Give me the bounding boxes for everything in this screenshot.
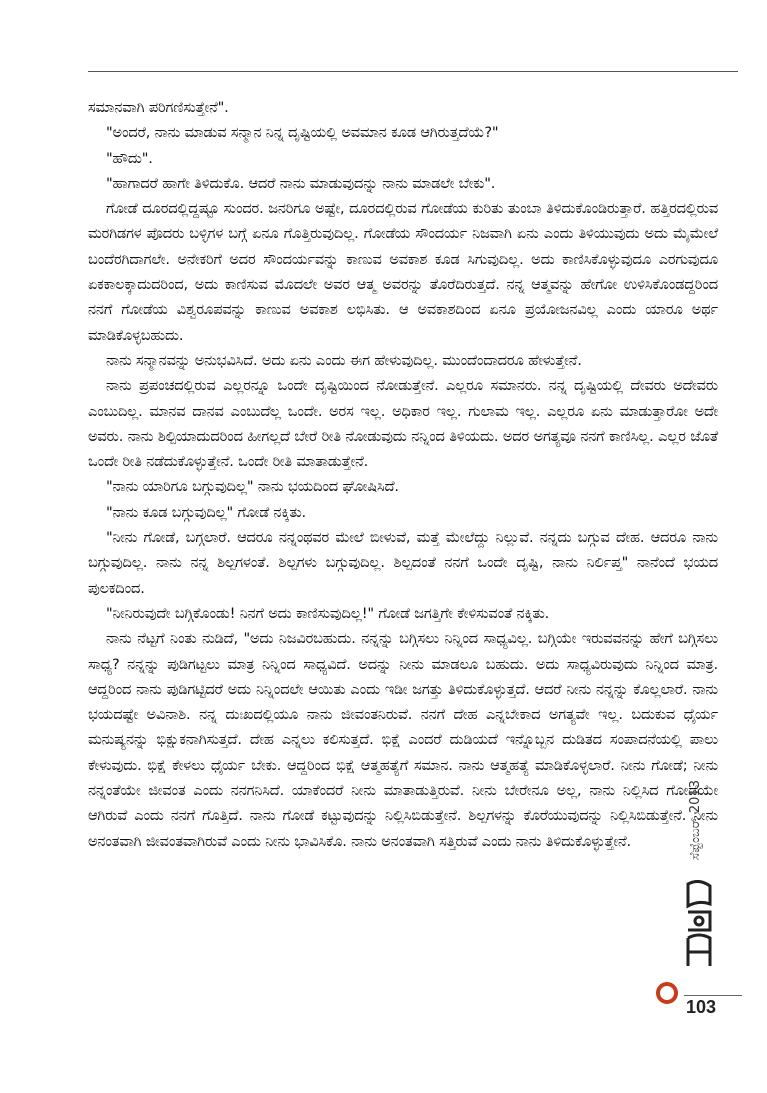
- paragraph: ಗೋಡೆ ದೂರದಲ್ಲಿದ್ದಷ್ಟೂ ಸುಂದರ. ಜನರಿಗೂ ಅಷ್ಟೇ, ದೂರದಲ್ಲಿರುವ ಗೋಡೆಯ ಕುರಿತು ತುಂಬಾ ತಿಳಿದುಕೊಂಡಿರುತ್ತಾರೆ. ಹತ್ತಿರದಲ್ಲಿರುವ ಮರಗಿಡಗಳ ಪೊದರು ಬಳ್ಳಿಗಳ ಬಗ್ಗೆ ಏನೂ ಗೊತ್ತಿರುವುದಿಲ್ಲ. ಗೋಡೆಯ ಸೌಂದರ್ಯ ನಿಜವಾಗಿ ಏನು ಎಂದು ತಿಳಿಯುವುದು ಅದು ಮೈಮೇಲೆ ಬಂದೆರಗಿದಾಗಲೇ. ಅನೇಕರಿಗೆ ಅದರ ಸೌಂದರ್ಯವನ್ನು ಕಾಣುವ ಅವಕಾಶ ಕೂಡ ಸಿಗುವುದಿಲ್ಲ. ಅದು ಕಾಣಿಸಿಕೊಳ್ಳುವುದೂ ಎರಗುವುದೂ ಏಕಕಾಲಕ್ಕಾದುದರಿಂದ, ಅದು ಕಾಣಿಸುವ ಮೊದಲೇ ಅವರ ಆತ್ಮ ಅವರನ್ನು ತೊರೆದಿರುತ್ತದೆ. ನನ್ನ ಆತ್ಮವನ್ನು ಹೇಗೋ ಉಳಿಸಿಕೊಂಡದ್ದರಿಂದ ನನಗೆ ಗೋಡೆಯ ವಿಶ್ವರೂಪವನ್ನು ಕಾಣುವ ಅವಕಾಶ ಲಭಿಸಿತು. ಆ ಅವಕಾಶದಿಂದ ಏನೂ ಪ್ರಯೋಜನವಿಲ್ಲ ಎಂದು ಯಾರೂ ಅರ್ಥ ಮಾಡಿಕೊಳ್ಳಬಹುದು.: [88, 200, 718, 344]
- footer-rule: [684, 995, 742, 996]
- ring-bullet-icon: [656, 982, 678, 1004]
- paragraph: "ನಾನು ಯಾರಿಗೂ ಬಗ್ಗುವುದಿಲ್ಲ" ನಾನು ಭಯದಿಂದ ಘೋಷಿಸಿದೆ.: [106, 478, 399, 496]
- page-number: 103: [686, 997, 717, 1017]
- paragraph: ನಾನು ನೆಟ್ಟಗೆ ನಿಂತು ನುಡಿದೆ, "ಅದು ನಿಜವಿರಬಹುದು. ನನ್ನನ್ನು ಬಗ್ಗಿಸಲು ನಿನ್ನಿಂದ ಸಾಧ್ಯವಿಲ್ಲ. ಬಗ್ಗಿಯೇ ಇರುವವನನ್ನು ಹೇಗೆ ಬಗ್ಗಿಸಲು ಸಾಧ್ಯ? ನನ್ನನ್ನು ಪುಡಿಗಟ್ಟಲು ಮಾತ್ರ ನಿನ್ನಿಂದ ಸಾಧ್ಯವಿದೆ. ಅದನ್ನು ನೀನು ಮಾಡಲೂ ಬಹುದು. ಅದು ಸಾಧ್ಯವಿರುವುದು ನಿನ್ನಿಂದ ಮಾತ್ರ. ಆದ್ದರಿಂದ ನಾನು ಪುಡಿಗಟ್ಟಿದರೆ ಅದು ನಿನ್ನಿಂದಲೇ ಆಯಿತು ಎಂದು ಇಡೀ ಜಗತ್ತು ತಿಳಿದುಕೊಳ್ಳುತ್ತದೆ. ಆದರೆ ನೀನು ನನ್ನನ್ನು ಕೊಲ್ಲಲಾರೆ. ನಾನು ಭಯದಷ್ಟೇ ಅವಿನಾಶಿ. ನನ್ನ ದುಃಖದಲ್ಲಿಯೂ ನಾನು ಜೀವಂತನಿರುವೆ. ನನಗೆ ದೇಹ ಎನ್ನಬೇಕಾದ ಅಗತ್ಯವೇ ಇಲ್ಲ. ಬದುಕುವ ಧೈರ್ಯ ಮನುಷ್ಯನನ್ನು ಭಿಕ್ಷುಕನಾಗಿಸುತ್ತದೆ. ದೇಹ ಎನ್ನಲು ಕಲಿಸುತ್ತದೆ. ಭಿಕ್ಷೆ ಎಂದರೆ ದುಡಿಯದೆ ಇನ್ನೊಬ್ಬನ ದುಡಿತದ ಸಂಪಾದನೆಯಲ್ಲಿ ಪಾಲು ಕೇಳುವುದು. ಭಿಕ್ಷೆ ಕೇಳಲು ಧೈರ್ಯ ಬೇಕು. ಆದ್ದರಿಂದ ಭಿಕ್ಷೆ ಆತ್ಮಹತ್ಯೆಗೆ ಸಮಾನ. ನಾನು ಆತ್ಮಹತ್ಯೆ ಮಾಡಿಕೊಳ್ಳಲಾರೆ. ನೀನು ಗೋಡೆ; ನೀನು ನನ್ನಂತೆಯೇ ಜೀವಂತ ಎಂದು ನನಗನಿಸಿದೆ. ಯಾಕೆಂದರೆ ನೀನು ಮಾತಾಡುತ್ತಿರುವೆ. ನೀನು ಬೇರೇನೂ ಅಲ್ಲ, ನಾನು ನಿಲ್ಲಿಸಿದ ಗೋಡೆಯೇ ಆಗಿರುವೆ ಎಂದು ನನಗೆ ಗೊತ್ತಿದೆ. ನಾನು ಗೋಡೆ ಕಟ್ಟುವುದನ್ನು ನಿಲ್ಲಿಸಿಬಿಡುತ್ತೇನೆ. ಶಿಲ್ಪಗಳನ್ನು ಕೊರೆಯುವುದನ್ನು ನಿಲ್ಲಿಸಿಬಿಡುತ್ತೇನೆ. ನೀನು ಅನಂತವಾಗಿ ಜೀವಂತವಾಗಿರುವೆ ಎಂದು ನೀನು ಭಾವಿಸಿಕೊ. ನಾನು ಅನಂತವಾಗಿ ಸತ್ತಿರುವೆ ಎಂದು ನಾನು ತಿಳಿದುಕೊಳ್ಳುತ್ತೇನೆ.: [88, 630, 718, 850]
- paragraph: "ನೀನಿರುವುದೇ ಬಗ್ಗಿಕೊಂಡು! ನಿನಗೆ ಅದು ಕಾಣಿಸುವುದಿಲ್ಲ!" ಗೋಡೆ ಜಗತ್ತಿಗೇ ಕೇಳಿಸುವಂತೆ ನಕ್ಕಿತು.: [106, 604, 550, 622]
- paragraph: ಸಮಾನವಾಗಿ ಪರಿಗಣಿಸುತ್ತೇನೆ".: [88, 99, 229, 116]
- paragraph: "ಅಂದರೆ, ನಾನು ಮಾಡುವ ಸನ್ಮಾನ ನಿನ್ನ ದೃಷ್ಟಿಯಲ್ಲಿ ಅವಮಾನ ಕೂಡ ಆಗಿರುತ್ತದೆಯೆ?": [106, 124, 499, 142]
- paragraph: "ನಾನು ಕೂಡ ಬಗ್ಗುವುದಿಲ್ಲ" ಗೋಡೆ ನಕ್ಕಿತು.: [106, 503, 306, 521]
- article-body: [88, 95, 718, 854]
- paragraph: "ಹೌದು".: [106, 149, 153, 167]
- paragraph: "ಹಾಗಾದರೆ ಹಾಗೇ ತಿಳಿದುಕೊ. ಆದರೆ ನಾನು ಮಾಡುವುದನ್ನು ನಾನು ಮಾಡಲೇ ಬೇಕು".: [106, 174, 496, 192]
- issue-month: ಸೆಪ್ಟೆಂಬರ್ 2013: [688, 780, 703, 861]
- header-rule: [88, 71, 738, 72]
- paragraph: ನಾನು ಸನ್ಮಾನವನ್ನು ಅನುಭವಿಸಿದೆ. ಅದು ಏನು ಎಂದು ಈಗ ಹೇಳುವುದಿಲ್ಲ. ಮುಂದೆಂದಾದರೂ ಹೇಳುತ್ತೇನೆ.: [106, 351, 582, 369]
- paragraph: ನಾನು ಪ್ರಪಂಚದಲ್ಲಿರುವ ಎಲ್ಲರನ್ನೂ ಒಂದೇ ದೃಷ್ಟಿಯಿಂದ ನೋಡುತ್ತೇನೆ. ಎಲ್ಲರೂ ಸಮಾನರು. ನನ್ನ ದೃಷ್ಟಿಯಲ್ಲಿ ದೇವರು ಅದೇವರು ಎಂಬುದಿಲ್ಲ. ಮಾನವ ದಾನವ ಎಂಬುದೆಲ್ಲ ಒಂದೇ. ಅರಸ ಇಲ್ಲ. ಅಧಿಕಾರ ಇಲ್ಲ. ಗುಲಾಮ ಇಲ್ಲ. ಎಲ್ಲರೂ ಏನು ಮಾಡುತ್ತಾರೋ ಅದೇ ಅವರು. ನಾನು ಶಿಲ್ಪಿಯಾದುದರಿಂದ ಹೀಗಲ್ಲದೆ ಬೇರೆ ರೀತಿ ನೋಡುವುದು ನನ್ನಿಂದ ತಿಳಿಯದು. ಅದರ ಅಗತ್ಯವೂ ನನಗೆ ಕಾಣಿಸಿಲ್ಲ. ಎಲ್ಲರ ಜೊತೆ ಒಂದೇ ರೀತಿ ನಡೆದುಕೊಳ್ಳುತ್ತೇನೆ. ಒಂದೇ ರೀತಿ ಮಾತಾಡುತ್ತೇನೆ.: [88, 377, 718, 471]
- paragraph: "ನೀನು ಗೋಡೆ, ಬಗ್ಗಲಾರೆ. ಆದರೂ ನನ್ನಂಥವರ ಮೇಲೆ ಬೀಳುವೆ, ಮತ್ತೆ ಮೇಲೆದ್ದು ನಿಲ್ಲುವೆ. ನನ್ನದು ಬಗ್ಗುವ ದೇಹ. ಆದರೂ ನಾನು ಬಗ್ಗುವುದಿಲ್ಲ. ನಾನು ನನ್ನ ಶಿಲ್ಪಗಳಂತೆ. ಶಿಲ್ಪಗಳು ಬಗ್ಗುವುದಿಲ್ಲ. ಶಿಲ್ಪದಂತೆ ನನಗೆ ಒಂದೇ ದೃಷ್ಟಿ, ನಾನು ನಿರ್ಲಿಪ್ತ" ನಾನೆಂದೆ ಭಯದ ಪುಲಕದಿಂದ.: [88, 529, 718, 597]
- magazine-logo-icon: [682, 880, 716, 970]
